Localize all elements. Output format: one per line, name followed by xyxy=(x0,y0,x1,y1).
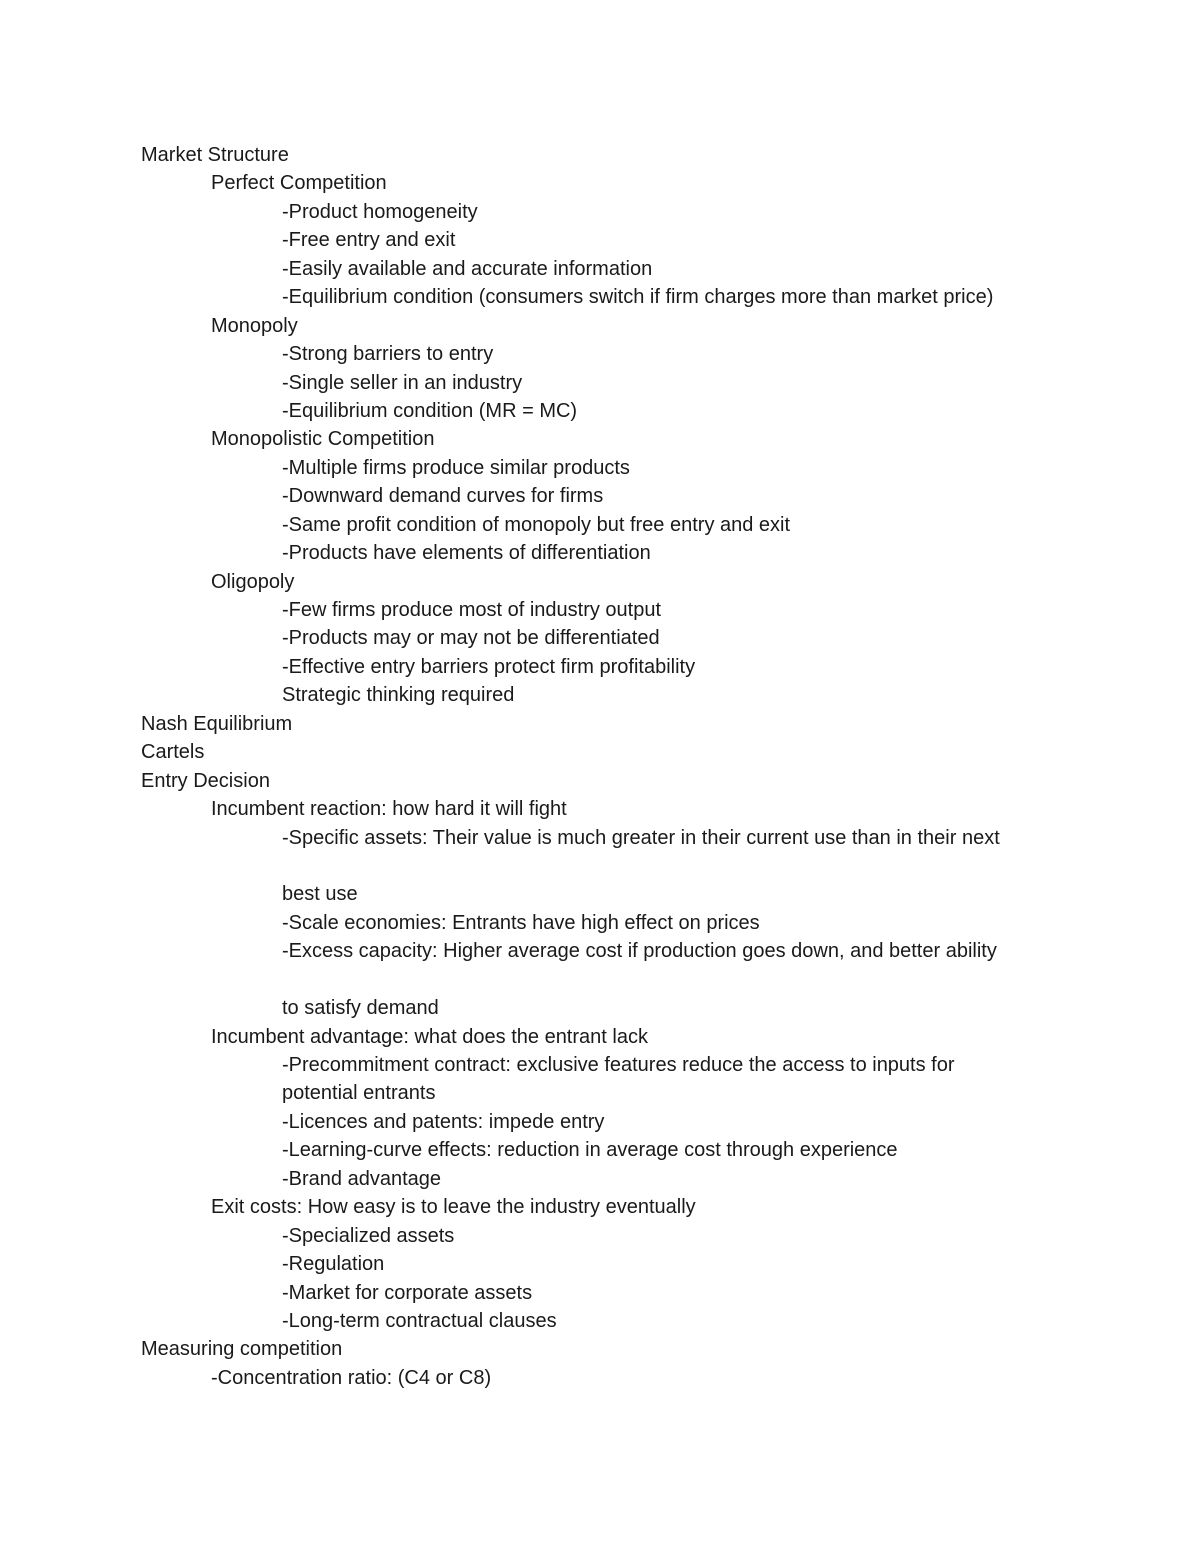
bullet-point: -Specialized assets xyxy=(282,1224,455,1247)
bullet-point: -Equilibrium condition (MR = MC) xyxy=(282,399,578,422)
bullet-point: -Excess capacity: Higher average cost if production goes down, and better ability xyxy=(282,940,997,963)
bullet-point: -Strong barriers to entry xyxy=(282,343,494,366)
subsection-heading: Oligopoly xyxy=(211,570,295,593)
bullet-point: -Long-term contractual clauses xyxy=(282,1309,557,1332)
subsection-heading: Exit costs: How easy is to leave the industry eventually xyxy=(211,1196,696,1219)
bullet-point: -Products have elements of differentiation xyxy=(282,542,651,565)
bullet-point: -Products may or may not be differentiated xyxy=(282,627,660,650)
bullet-point: -Market for corporate assets xyxy=(282,1281,533,1304)
subsection-heading: Monopoly xyxy=(211,314,298,337)
section-heading: Market Structure xyxy=(141,144,289,166)
section-heading: Nash Equilibrium xyxy=(141,712,293,735)
subsection-heading: Perfect Competition xyxy=(211,172,387,195)
section-heading: Cartels xyxy=(141,741,205,764)
bullet-point: -Effective entry barriers protect firm profitability xyxy=(282,655,696,678)
subsection-heading: Monopolistic Competition xyxy=(211,428,435,451)
bullet-point: -Brand advantage xyxy=(282,1167,442,1190)
subsection-heading: Incumbent advantage: what does the entrant lack xyxy=(211,1025,648,1048)
blank-line xyxy=(141,966,1081,994)
subsection-heading: Incumbent reaction: how hard it will fight xyxy=(211,798,567,821)
bullet-point: -Precommitment contract: exclusive features reduce the access to inputs for xyxy=(282,1054,955,1076)
bullet-point: -Licences and patents: impede entry xyxy=(282,1110,605,1133)
subsection-heading: -Concentration ratio: (C4 or C8) xyxy=(211,1366,492,1389)
bullet-point: -Easily available and accurate information xyxy=(282,257,653,280)
bullet-point: -Regulation xyxy=(282,1253,385,1276)
bullet-point: Strategic thinking required xyxy=(282,684,515,707)
bullet-point: -Few firms produce most of industry output xyxy=(282,599,662,621)
bullet-point: -Same profit condition of monopoly but free entry and exit xyxy=(282,513,791,536)
section-heading: Measuring competition xyxy=(141,1338,343,1361)
bullet-point: potential entrants xyxy=(282,1082,436,1105)
bullet-point: -Scale economies: Entrants have high effect on prices xyxy=(282,911,760,934)
bullet-point: -Downward demand curves for firms xyxy=(282,485,604,508)
bullet-point: -Free entry and exit xyxy=(282,229,456,252)
section-heading: Entry Decision xyxy=(141,769,270,792)
bullet-point: -Product homogeneity xyxy=(282,200,478,223)
bullet-point: -Single seller in an industry xyxy=(282,371,523,394)
bullet-point: -Multiple firms produce similar products xyxy=(282,456,630,479)
blank-line xyxy=(141,852,1081,880)
bullet-point: -Specific assets: Their value is much greater in their current use than in their next xyxy=(282,826,1000,849)
bullet-point: to satisfy demand xyxy=(282,997,439,1020)
bullet-point: best use xyxy=(282,883,358,906)
bullet-point: -Equilibrium condition (consumers switch if firm charges more than market price) xyxy=(282,286,994,309)
document-outline xyxy=(141,141,1081,1392)
bullet-point: -Learning-curve effects: reduction in average cost through experience xyxy=(282,1139,898,1162)
